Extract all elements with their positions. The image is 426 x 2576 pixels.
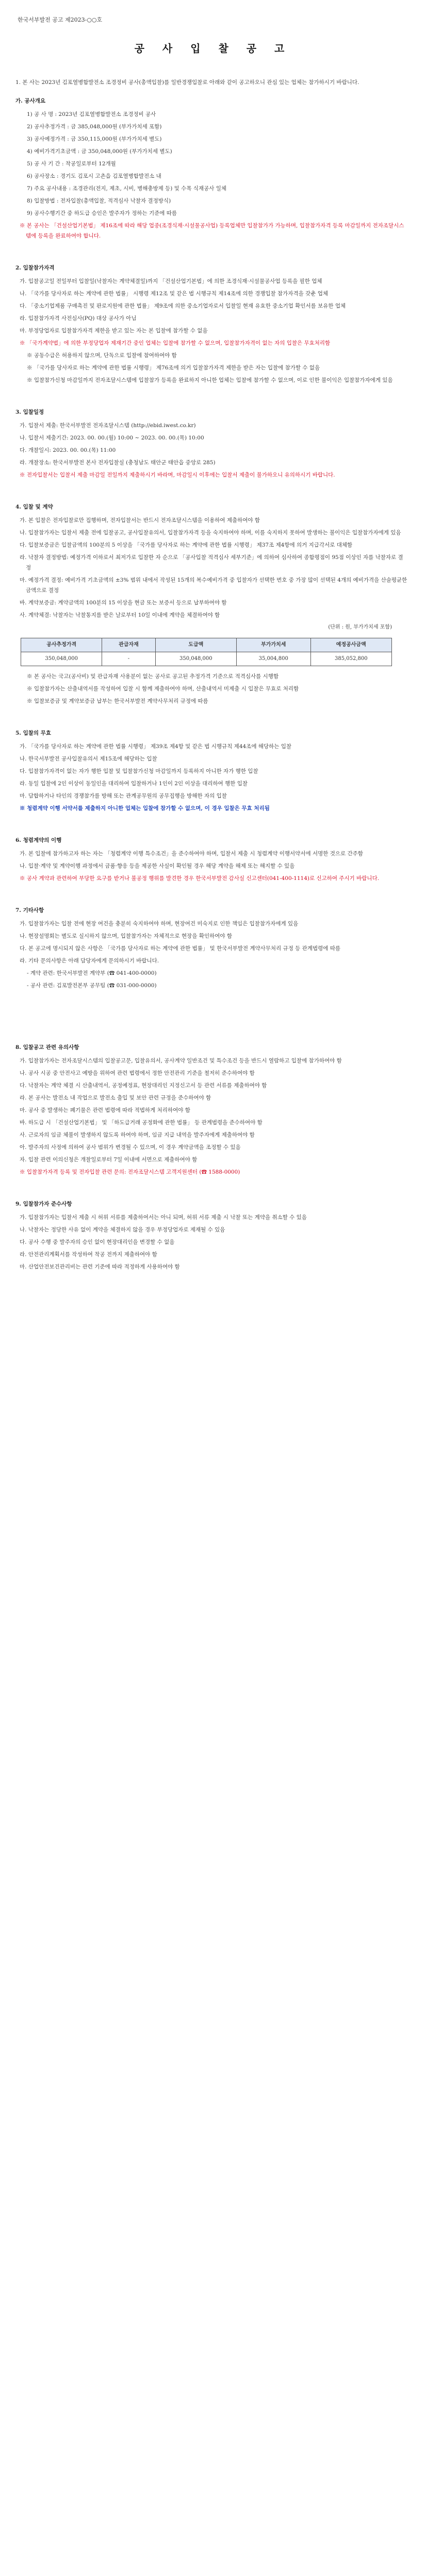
- list-item: 다. 낙찰자는 계약 체결 시 산출내역서, 공정예정표, 현장대리인 지정신고서 등 관련 서류를 제출하여야 함: [20, 1082, 267, 1089]
- list-item: 가. 본 입찰은 전자입찰로만 집행하며, 전자입찰서는 반드시 전자조달시스템을 이용하여 제출하여야 함: [20, 517, 260, 523]
- list-item: 나. 「국가를 당사자로 하는 계약에 관한 법률」 시행령 제12조 및 같은 법 시행규칙 제14조에 의한 경쟁입찰 참가자격을 갖춘 업체: [20, 291, 328, 297]
- list-item: 1) 공 사 명 : 2023년 김포열병합발전소 조경정비 공사: [27, 111, 156, 117]
- list-item: 나. 공사 시공 중 안전사고 예방을 위하여 관련 법령에서 정한 안전관리 기준을 철저히 준수하여야 함: [20, 1070, 255, 1076]
- list-item: 나. 입찰참가자는 입찰서 제출 전에 입찰공고, 공사입찰유의서, 입찰참가자격 등을 숙지하여야 하며, 이를 숙지하지 못하여 발생하는 불이익은 입찰참가자에게 있음: [20, 530, 401, 536]
- list-item: 마. 예정가격 결정: 예비가격 기초금액의 ±3% 범위 내에서 작성된 15개의 복수예비가격 중 입찰자가 선택한 번호 중 가장 많이 선택된 4개의 예비가격을 산술평균한 금액으로 결정: [20, 577, 407, 594]
- section-7-heading: 7. 기타사항: [15, 907, 44, 913]
- list-item: 라. 낙찰자 결정방법: 예정가격 이하로서 최저가로 입찰한 자 순으로 「공사입찰 적격심사 세부기준」에 의하여 심사하여 종합평점이 95점 이상인 자를 낙찰자로 결정: [20, 554, 403, 571]
- notice-number: 한국서부발전 공고 제2023-○○호: [18, 16, 103, 23]
- list-item: 7) 주요 공사내용 : 조경관리(전지, 제초, 시비, 병해충방제 등) 및 수목 식재공사 일체: [27, 185, 227, 192]
- list-item: 라. 동일 입찰에 2인 이상이 동일인을 대리하여 입찰하거나 1인이 2인 이상을 대리하여 행한 입찰: [20, 781, 248, 787]
- list-item: 다. 입찰참가자격이 없는 자가 행한 입찰 및 입찰참가신청 마감일까지 등록하지 아니한 자가 행한 입찰: [20, 768, 258, 774]
- list-item: 마. 산업안전보건관리비는 관련 기준에 따라 적정하게 사용하여야 함: [20, 1264, 180, 1270]
- note-item: ※ 「국가를 당사자로 하는 계약에 관한 법률 시행령」 제76조에 의거 입찰참가자격 제한을 받은 자는 입찰에 참가할 수 없음: [27, 365, 320, 371]
- registration-notice: ※ 본 공사는 「건설산업기본법」 제16조에 따라 해당 업종(조경식재·시설물공사업) 등록업체만 입찰참가가 가능하며, 입찰참가자격 등록 마감일까지 전자조달시스템에 등록을 완료하여야 합니다.: [20, 223, 404, 239]
- table-header: 공사추정가격: [21, 638, 102, 652]
- section-2-heading: 2. 입찰참가자격: [15, 265, 55, 271]
- list-item: 마. 공사 중 발생하는 폐기물은 관련 법령에 따라 적법하게 처리하여야 함: [20, 1107, 190, 1113]
- list-item: 바. 계약보증금: 계약금액의 100분의 15 이상을 현금 또는 보증서 등으로 납부하여야 함: [20, 600, 227, 606]
- list-item: 8) 입찰방법 : 전자입찰(총액입찰, 적격심사 낙찰자 결정방식): [27, 198, 171, 204]
- intro-paragraph: 1. 본 사는 2023년 김포열병합발전소 조경정비 공사(총액입찰)를 일반경쟁입찰로 아래와 같이 공고하오니 관심 있는 업체는 참가하시기 바랍니다.: [15, 79, 359, 86]
- list-item: 가. 본 입찰에 참가하고자 하는 자는 「청렴계약 이행 특수조건」을 준수하여야 하며, 입찰서 제출 시 청렴계약 이행서약서에 서명한 것으로 간주함: [20, 851, 363, 857]
- list-item: 다. 본 공고에 명시되지 않은 사항은 「국가를 당사자로 하는 계약에 관한 법률」 및 한국서부발전 계약사무처리 규정 등 관계법령에 따름: [20, 945, 340, 952]
- table-header: 예정공사금액: [310, 638, 391, 652]
- list-item: 나. 입찰서 제출기간: 2023. 00. 00.(월) 10:00 ~ 2023. 00. 00.(목) 10:00: [20, 435, 204, 441]
- notice-body: [15, 77, 407, 1274]
- list-item: 라. 입찰참가자격 사전심사(PQ) 대상 공사가 아님: [20, 315, 137, 321]
- list-item: 나. 한국서부발전 공사입찰유의서 제15조에 해당하는 입찰: [20, 756, 157, 762]
- section-1-heading: 가. 공사개요: [15, 98, 46, 104]
- section-8-heading: 8. 입찰공고 관련 유의사항: [15, 1044, 79, 1050]
- table-cell: 350,048,000: [155, 652, 236, 666]
- list-item: 9) 공사수행기간 중 하도급 승인은 발주자가 정하는 기준에 따름: [27, 210, 177, 216]
- disqualification-notice: ※ 「국가계약법」에 의한 부정당업자 제재기간 중인 업체는 입찰에 참가할 수 없으며, 입찰참가자격이 없는 자의 입찰은 무효처리함: [20, 340, 331, 346]
- note-item: ※ 입찰참가자는 산출내역서를 작성하여 입찰 시 함께 제출하여야 하며, 산출내역서 미제출 시 입찰은 무효로 처리함: [27, 686, 299, 692]
- note-item: ※ 본 공사는 국고(공사비) 및 관급자재 사용분이 없는 공사로 공고된 추정가격 기준으로 적격심사를 시행함: [27, 673, 279, 680]
- section-9-heading: 9. 입찰참가자 준수사항: [15, 1201, 72, 1207]
- report-notice: ※ 공사 계약과 관련하여 부당한 요구를 받거나 불공정 행위를 발견한 경우 한국서부발전 감사실 신고센터(041-400-1114)로 신고하여 주시기 바랍니다.: [20, 875, 380, 882]
- list-item: 자. 입찰 관련 이의신청은 개찰일로부터 7일 이내에 서면으로 제출하여야 함: [20, 1157, 198, 1163]
- list-item: 라. 개찰장소: 한국서부발전 본사 전자입찰실 (충청남도 태안군 태안읍 중앙로 285): [20, 460, 216, 466]
- list-item: 다. 입찰보증금은 입찰금액의 100분의 5 이상을 「국가를 당사자로 하는 계약에 관한 법률 시행령」 제37조 제4항에 의거 지급각서로 대체함: [20, 542, 353, 548]
- table-cell: 350,048,000: [21, 652, 102, 666]
- list-item: 3) 공사예정가격 : 금 350,115,000원 (부가가치세 별도): [27, 136, 162, 142]
- table-unit: (단위 : 원, 부가가치세 포함): [328, 624, 392, 630]
- list-item: 6) 공사장소 : 경기도 김포시 고촌읍 김포열병합발전소 내: [27, 173, 161, 179]
- integrity-notice: ※ 청렴계약 이행 서약서를 제출하지 아니한 업체는 입찰에 참가할 수 없으며, 이 경우 입찰은 무효 처리됨: [20, 805, 270, 811]
- section-1-list: [15, 109, 407, 218]
- section-6-heading: 6. 청렴계약의 이행: [15, 837, 62, 843]
- list-item: 다. 「중소기업제품 구매촉진 및 판로지원에 관한 법률」 제9조에 의한 중소기업자로서 입찰일 현재 유효한 중소기업 확인서를 보유한 업체: [20, 303, 346, 309]
- list-item: 마. 부정당업자로 입찰참가자격 제한을 받고 있는 자는 본 입찰에 참가할 수 없음: [20, 328, 208, 334]
- price-table: [21, 638, 392, 666]
- note-item: ※ 입찰참가신청 마감일까지 전자조달시스템에 입찰참가 등록을 완료하지 아니한 업체는 입찰에 참가할 수 없으며, 이로 인한 불이익은 입찰참가자에게 있음: [27, 377, 393, 383]
- note-item: ※ 공동수급은 허용하지 않으며, 단독으로 입찰에 참여하여야 함: [27, 352, 177, 359]
- table-header: 관급자재: [102, 638, 155, 652]
- list-item: 다. 개찰일시: 2023. 00. 00.(목) 11:00: [20, 447, 116, 453]
- table-header: 도급액: [155, 638, 236, 652]
- section-4-heading: 4. 입찰 및 계약: [15, 504, 53, 510]
- list-item: 바. 하도급 시 「건설산업기본법」 및 「하도급거래 공정화에 관한 법률」 등 관계법령을 준수하여야 함: [20, 1120, 263, 1126]
- list-item: 다. 공사 수행 중 발주자의 승인 없이 현장대리인을 변경할 수 없음: [20, 1239, 175, 1245]
- table-cell: 385,052,800: [310, 652, 391, 666]
- table-header: 부가가치세: [236, 638, 310, 652]
- list-item: 2) 공사추정가격 : 금 385,048,000원 (부가가치세 포함): [27, 124, 162, 130]
- list-item: 라. 본 공사는 발전소 내 작업으로 발전소 출입 및 보안 관련 규정을 준수하여야 함: [20, 1095, 211, 1101]
- list-item: 가. 입찰서 제출: 한국서부발전 전자조달시스템 (http://ebid.iwest.co.kr): [20, 422, 196, 429]
- table-cell: 35,004,800: [236, 652, 310, 666]
- list-item: 가. 입찰참가자는 전자조달시스템의 입찰공고문, 입찰유의서, 공사계약 일반조건 및 특수조건 등을 반드시 열람하고 입찰에 참가하여야 함: [20, 1058, 342, 1064]
- list-item: 라. 안전관리계획서를 작성하여 착공 전까지 제출하여야 함: [20, 1251, 157, 1258]
- section-3-heading: 3. 입찰일정: [15, 409, 44, 415]
- list-item: 라. 기타 문의사항은 아래 담당자에게 문의하시기 바랍니다.: [20, 958, 159, 964]
- contact-item: - 공사 관련: 김포발전본부 공무팀 (☎ 031-000-0000): [27, 982, 157, 989]
- list-item: 마. 담합하거나 타인의 경쟁참가를 방해 또는 관계공무원의 공무집행을 방해한 자의 입찰: [20, 793, 227, 799]
- list-item: 사. 근로자의 임금 체불이 발생하지 않도록 하여야 하며, 임금 지급 내역을 발주자에게 제출하여야 함: [20, 1132, 255, 1138]
- support-notice: ※ 입찰참가자격 등록 및 전자입찰 관련 문의: 전자조달시스템 고객지원센터 (☎ 1588-0000): [20, 1169, 240, 1175]
- list-item: 사. 계약체결: 낙찰자는 낙찰통지를 받은 날로부터 10일 이내에 계약을 체결하여야 함: [20, 612, 220, 618]
- table-cell: -: [102, 652, 155, 666]
- list-item: 가. 「국가를 당사자로 하는 계약에 관한 법률 시행령」 제39조 제4항 및 같은 법 시행규칙 제44조에 해당하는 입찰: [20, 743, 292, 750]
- list-item: 아. 발주자의 사정에 의하여 공사 범위가 변경될 수 있으며, 이 경우 계약금액을 조정할 수 있음: [20, 1144, 241, 1150]
- table-row: [21, 652, 392, 666]
- list-item: 5) 공 사 기 간 : 착공일로부터 12개월: [27, 161, 116, 167]
- page-title: 공 사 입 찰 공 고: [134, 42, 292, 55]
- list-item: 가. 입찰참가자는 입찰서 제출 시 허위 서류를 제출하여서는 아니 되며, 허위 서류 제출 시 낙찰 또는 계약을 취소할 수 있음: [20, 1214, 307, 1221]
- deadline-notice: ※ 전자입찰서는 입찰서 제출 마감일 전일까지 제출하시기 바라며, 마감일시 이후에는 입찰서 제출이 불가하오니 유의하시기 바랍니다.: [20, 472, 335, 478]
- section-5-heading: 5. 입찰의 무효: [15, 730, 51, 736]
- contact-item: - 계약 관련: 한국서부발전 계약부 (☎ 041-400-0000): [27, 970, 157, 976]
- list-item: 나. 입찰·계약 및 계약이행 과정에서 금품·향응 등을 제공한 사실이 확인될 경우 해당 계약을 해제 또는 해지할 수 있음: [20, 863, 295, 869]
- list-item: 가. 입찰공고일 전일부터 입찰일(낙찰자는 계약체결일)까지 「건설산업기본법」에 의한 조경식재·시설물공사업 등록을 필한 업체: [20, 278, 322, 284]
- list-item: 가. 입찰참가자는 입찰 전에 현장 여건을 충분히 숙지하여야 하며, 현장여건 미숙지로 인한 책임은 입찰참가자에게 있음: [20, 921, 299, 927]
- list-item: 나. 낙찰자는 정당한 사유 없이 계약을 체결하지 않을 경우 부정당업자로 제재될 수 있음: [20, 1227, 225, 1233]
- list-item: 나. 현장설명회는 별도로 실시하지 않으며, 입찰참가자는 자체적으로 현장을 확인하여야 함: [20, 933, 233, 939]
- note-item: ※ 입찰보증금 및 계약보증금 납부는 한국서부발전 계약사무처리 규정에 따름: [27, 698, 208, 704]
- list-item: 4) 예비가격기초금액 : 금 350,048,000원 (부가가치세 별도): [27, 148, 172, 155]
